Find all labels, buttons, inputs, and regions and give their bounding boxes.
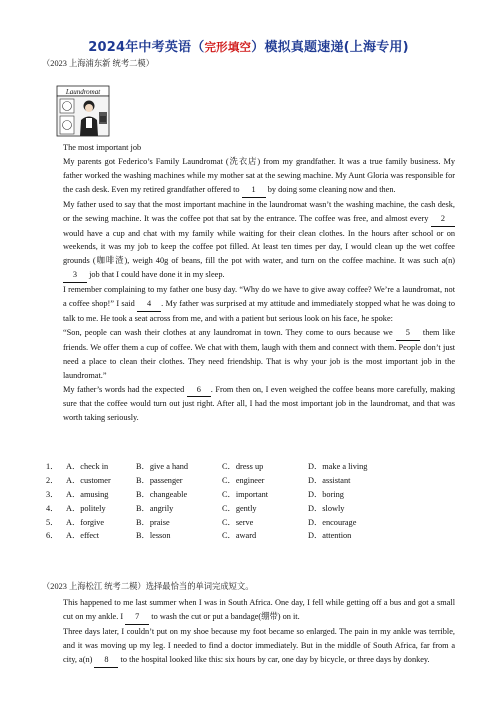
option-d: D．boring: [308, 489, 344, 499]
question-number: 5．: [46, 517, 59, 527]
question-number: 3．: [46, 489, 59, 499]
option-b: B．angrily: [136, 503, 174, 513]
passage-text: I remember complaining to my father one busy day. “Why do we have to give away coffee? We’re a laundromat, not a coffee shop!” I said: [63, 285, 455, 309]
option-row: [46, 502, 394, 516]
passage-text: them like friends. We offer them a cup of coffee. We chat with them, laugh with them and connect with them. People don’t just need a place to clean their clothes. They need friendship. That is why your job is the most important job in the laundromat.”: [63, 327, 456, 380]
option-b: B．give a hand: [136, 462, 189, 471]
section1-source: （2023 上海浦东新 统考二模）: [42, 59, 155, 68]
passage-text: My father used to say that the most important machine in the laundromat wasn’t the washing machine, the cash desk, or the sewing machine. It was the coffee pot that sat by the entrance. The coffee was free, and almost every: [63, 199, 455, 223]
section1-options: [46, 460, 394, 543]
option-c: C．award: [222, 531, 257, 541]
passage-text: Three days later, I couldn’t put on my shoe because my foot became so enlarged. The pain in my ankle was terrible, and it was moving up my leg. I needed to find a doctor immediately. But in the middle of South Africa, far from a city, a(n): [63, 626, 455, 664]
passage-paragraph: [63, 326, 455, 383]
option-b: B．lesson: [136, 531, 171, 541]
illustration-sign-text: Laundromat: [65, 88, 101, 96]
option-c: C．engineer: [222, 475, 265, 485]
passage-text: My parents got Federico’s Family Laundromat (洗衣店) from my grandfather. It was a true family business. My father worked the washing machines while my mother sat at the sewing machine. My Aunt Gloria was responsible for the cash desk. Even my retired grandfather offered to: [63, 157, 455, 194]
passage-text: job that I could have done it in my sleep.: [87, 270, 225, 280]
title-highlight: 完形填空: [204, 40, 252, 54]
title-suffix: ）模拟真题速递(上海专用): [251, 40, 409, 55]
blank-number: 3: [63, 268, 87, 283]
option-row: [46, 529, 394, 543]
section1-heading: The most important job: [63, 143, 142, 152]
section1-passage: [63, 155, 455, 425]
passage-text: to the hospital looked like this: six hours by car, one day by bicycle, or three days by donkey.: [118, 654, 430, 664]
option-b: B．changeable: [136, 489, 188, 499]
blank-number: 4: [137, 297, 161, 312]
option-a: A．amusing: [66, 489, 109, 499]
option-a: A．forgive: [66, 517, 105, 527]
passage-text: My father’s words had the expected: [63, 384, 187, 394]
blank-number: 8: [94, 653, 118, 668]
passage-text: by doing some cleaning now and then.: [265, 184, 396, 194]
question-number: 2．: [46, 475, 59, 485]
option-d: D．slowly: [308, 503, 345, 513]
blank-number: 1: [242, 183, 266, 198]
option-a: A．check in: [66, 462, 109, 471]
option-d: D．attention: [308, 531, 352, 541]
option-b: B．praise: [136, 517, 170, 527]
option-b: B．passenger: [136, 475, 183, 485]
title-prefix: 2024年中考英语（: [88, 40, 205, 55]
laundromat-illustration: [55, 82, 113, 137]
page-title: [0, 36, 497, 55]
blank-number: 5: [396, 326, 420, 341]
option-d: D．make a living: [308, 462, 368, 471]
option-c: C．serve: [222, 517, 254, 527]
passage-text: This happened to me last summer when I was in South Africa. One day, I fell while getting off a bus and got a small cut on my ankle. I: [63, 598, 455, 621]
question-number: 6．: [46, 531, 59, 541]
passage-text: to wash the cut or put a bandage(绷带) on it.: [149, 611, 300, 621]
blank-number: 2: [431, 212, 455, 227]
option-a: A．effect: [66, 531, 100, 541]
option-c: C．important: [222, 489, 269, 499]
option-a: A．politely: [66, 503, 106, 513]
option-c: C．gently: [222, 503, 257, 513]
question-number: 4．: [46, 503, 59, 513]
option-d: D．assistant: [308, 475, 351, 485]
option-c: C．dress up: [222, 462, 264, 471]
passage-paragraph: [63, 155, 455, 198]
blank-number: 6: [187, 383, 211, 398]
passage-paragraph: [63, 596, 455, 625]
question-number: 1．: [46, 462, 59, 471]
section2-passage: [63, 596, 455, 668]
option-d: D．encourage: [308, 517, 357, 527]
passage-text: “Son, people can wash their clothes at any laundromat in town. They come to ours because we: [63, 327, 396, 337]
passage-paragraph: [63, 383, 455, 426]
option-row: [46, 516, 394, 530]
option-row: [46, 488, 394, 502]
passage-paragraph: [63, 198, 455, 283]
section2-source: （2023 上海松江 统考二模）选择最恰当的单词完成短文。: [42, 582, 254, 591]
option-a: A．customer: [66, 475, 111, 485]
passage-text: . From then on, I even weighed the coffee beans more carefully, making sure that the coffee would turn out just right. After all, I had the most important job in the laundromat, and that was worth taking seriously.: [63, 384, 455, 423]
passage-text: would have a cup and chat with my family while waiting for their clean clothes. In the hours after school or on weekends, it was my job to keep the coffee pot filled. At least ten times per day, I would clean up the wet coffee grounds (咖啡渣), weigh 40g of beans, fill the pot with water, and turn on the coffee machine. It was such a(n): [63, 228, 455, 266]
option-row: [46, 460, 394, 474]
passage-paragraph: [63, 283, 455, 326]
blank-number: 7: [125, 610, 149, 625]
option-row: [46, 474, 394, 488]
passage-text: . My father was surprised at my attitude and immediately stopped what he was doing to talk to me. He took a seat across from me, and with a patient but serious look on his face, he spoke:: [63, 299, 456, 323]
passage-paragraph: [63, 625, 455, 668]
